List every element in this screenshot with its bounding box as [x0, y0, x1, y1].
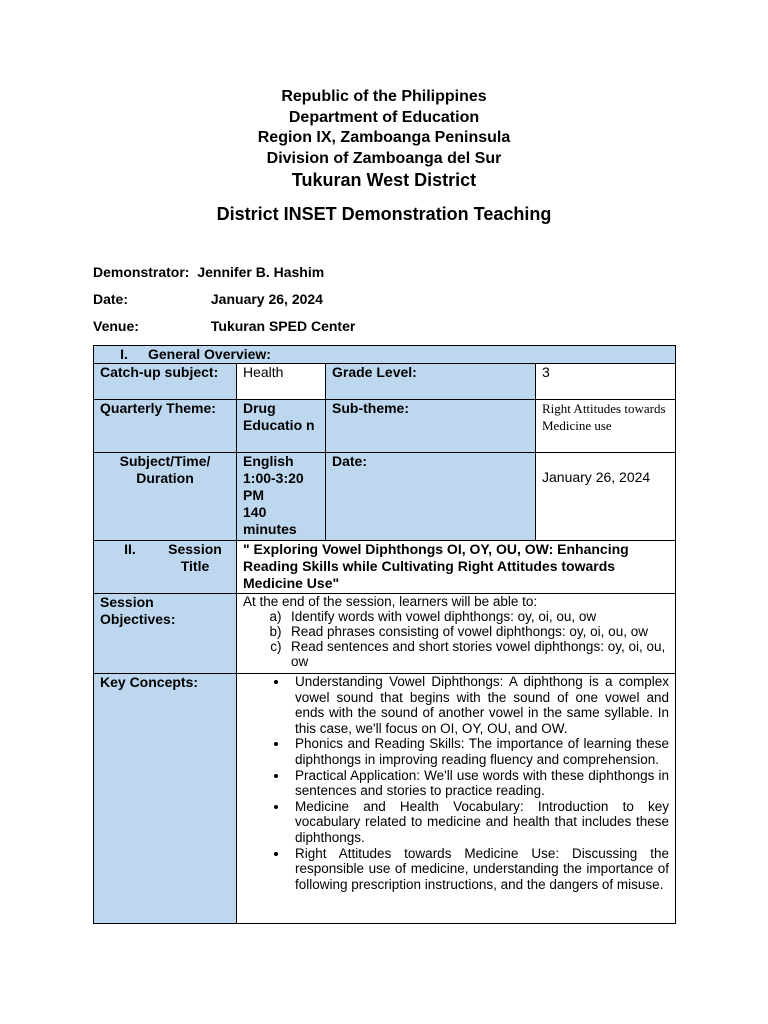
venue-label: Venue:: [93, 318, 139, 334]
header-division: Division of Zamboanga del Sur: [266, 149, 502, 167]
subtheme-label: Sub-theme:: [326, 400, 536, 453]
theme-label: Quarterly Theme:: [94, 400, 237, 453]
schedule-date-label: Date:: [326, 453, 536, 541]
header-department: Department of Education: [288, 108, 480, 126]
concepts-row: [94, 674, 676, 924]
objectives-cell: [237, 594, 676, 674]
date-value: January 26, 2024: [210, 291, 323, 307]
section2-number: II.: [124, 541, 136, 557]
objective-item: c. Read sentences and short stories vowel diphthongs: oy, oi, ou, ow: [289, 639, 669, 669]
section1-number: I.: [120, 346, 128, 362]
concept-item: • Understanding Vowel Diphthongs: A diphthong is a complex vowel sound that begins with the sound of one vowel and ends with the sound of another vowel in the same syllable. In this case, we'll focus on OI, OY, OU, and OW.: [289, 674, 669, 736]
schedule-date-value: January 26, 2024: [536, 453, 676, 541]
catchup-value: Health: [237, 364, 326, 400]
venue-row: [93, 318, 355, 334]
schedule-subject: English: [243, 453, 294, 469]
grade-value: 3: [536, 364, 676, 400]
lesson-plan-table: [93, 345, 676, 924]
section1-title: General Overview:: [148, 346, 271, 362]
catchup-row: [94, 364, 676, 400]
section2-header: [94, 541, 237, 594]
section2-row: [94, 541, 676, 594]
document-title: District INSET Demonstration Teaching: [216, 204, 552, 224]
schedule-time: 1:00-3:20 PM: [243, 470, 304, 503]
header-district: Tukuran West District: [291, 170, 477, 190]
section2-title: Session Title: [168, 541, 222, 574]
concept-item: • Right Attitudes towards Medicine Use: Discussing the responsible use of medicine, understanding the importance of following prescription instructions, and the dangers of misuse.: [289, 846, 669, 893]
demonstrator-row: [93, 264, 324, 280]
grade-label: Grade Level:: [326, 364, 536, 400]
session-title: " Exploring Vowel Diphthongs OI, OY, OU, OW: Enhancing Reading Skills while Cultivating Right Attitudes towards Medicine Use": [237, 541, 676, 594]
header-region: Region IX, Zamboanga Peninsula: [257, 129, 511, 146]
catchup-label: Catch-up subject:: [94, 364, 237, 400]
subtheme-value: Right Attitudes towards Medicine use: [536, 400, 676, 453]
concepts-label: Key Concepts:: [94, 674, 237, 924]
demonstrator-label: Demonstrator:: [93, 264, 190, 280]
schedule-label: Subject/Time/ Duration: [94, 453, 237, 541]
schedule-duration: 140 minutes: [243, 504, 297, 537]
objective-item: a. Identify words with vowel diphthongs: oy, oi, ou, ow: [289, 609, 669, 624]
objectives-intro: At the end of the session, learners will be able to:: [243, 594, 538, 609]
objective-item: b. Read phrases consisting of vowel diphthongs: oy, oi, ou, ow: [289, 624, 669, 639]
concept-item: • Phonics and Reading Skills: The importance of learning these diphthongs in improving reading fluency and comprehension.: [289, 736, 669, 767]
theme-row: [94, 400, 676, 453]
section1-row: [94, 346, 676, 364]
concept-item: • Medicine and Health Vocabulary: Introduction to key vocabulary related to medicine and health that includes these diphthongs.: [289, 799, 669, 846]
header-republic: Republic of the Philippines: [281, 88, 487, 105]
date-row: [93, 291, 323, 307]
theme-value: Drug Educatio n: [237, 400, 326, 453]
concepts-list: [243, 674, 669, 892]
demonstrator-value: Jennifer B. Hashim: [197, 264, 325, 280]
objectives-label: Session Objectives:: [94, 594, 237, 674]
schedule-value: [237, 453, 326, 541]
document-header: [0, 87, 768, 225]
concept-item: • Practical Application: We'll use words with these diphthongs in sentences and stories to practice reading.: [289, 768, 669, 799]
section1-header: [94, 346, 676, 364]
objectives-row: [94, 594, 676, 674]
date-label: Date:: [93, 291, 129, 307]
venue-value: Tukuran SPED Center: [210, 318, 356, 334]
concepts-cell: [237, 674, 676, 924]
schedule-row: [94, 453, 676, 541]
objectives-list: [243, 609, 669, 669]
